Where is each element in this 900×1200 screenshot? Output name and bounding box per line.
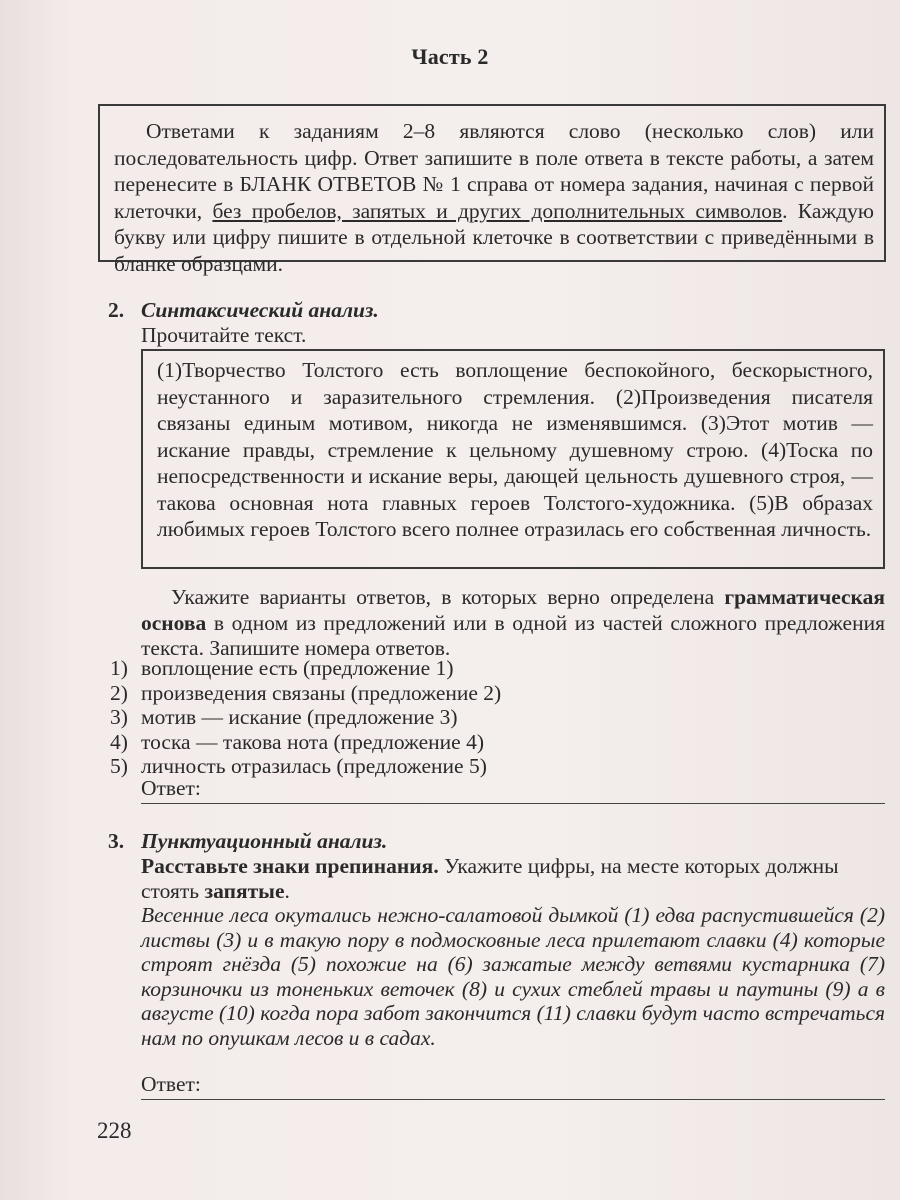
task2-question — [141, 585, 885, 662]
option-text: воплощение есть (предложение 1) — [141, 656, 454, 680]
instructions-text — [114, 118, 874, 277]
option-number: 1) — [110, 656, 128, 680]
task3-instruction-bold: Расставьте знаки препинания. — [141, 854, 439, 878]
option-text: тоска — такова нота (предложение 4) — [141, 729, 485, 754]
option-3 — [110, 705, 885, 730]
option-text: личность отразилась (предложение 5) — [141, 754, 487, 778]
option-number: 2) — [110, 680, 128, 705]
task2-number: 2. — [108, 298, 125, 322]
task2-text-box — [141, 349, 885, 569]
task2-options — [110, 656, 885, 779]
task3-title: Пунктуационный анализ. — [141, 829, 388, 853]
instructions-part2: . Каждую букву или цифру пишите в отдельной клеточке в соответствии с приведёнными в бланке образцами. — [114, 198, 874, 276]
task2-answer-label: Ответ: — [141, 776, 201, 800]
instructions-box — [98, 104, 886, 276]
option-2 — [110, 681, 885, 706]
task3-instruction-part2: . — [284, 879, 290, 903]
task2-answer-field[interactable] — [141, 776, 885, 804]
task3-header — [141, 829, 885, 904]
task2-header — [141, 298, 379, 348]
task2-question-bold: грамматическая основа — [141, 585, 885, 635]
instructions-part1: Ответами к заданиям 2–8 являются слово (несколько слов) или последовательность цифр. Ответ запишите в поле ответа в тексте работы, а затем перенесите в БЛАНК ОТВЕТОВ № 1 справа от номера задания, начиная с первой клеточки, — [114, 119, 874, 223]
option-number: 5) — [110, 754, 128, 778]
task2-title: Синтаксический анализ. — [141, 298, 379, 322]
task3-number: 3. — [108, 829, 125, 853]
option-text: произведения связаны (предложение 2) — [141, 680, 502, 705]
task2-text: (1)Творчество Толстого есть воплощение беспокойного, бескорыстного, неустанного и заразительного стремления. (2)Произведения писателя связаны единым мотивом, никогда не изменявшимся. (3)Этот мотив — искание правды, стремление к цельному душевному строю. (4)Тоска по непосредственности и искание веры, дающей цельность душевного строя, — такова основная нота главных героев Толстого-художника. (5)В образах любимых героев Толстого всего полнее отразилась его собственная личность. — [157, 358, 873, 541]
task2-subtitle: Прочитайте текст. — [141, 323, 307, 347]
option-number: 4) — [110, 729, 128, 754]
task3-answer-label: Ответ: — [141, 1072, 201, 1096]
task3-instruction-bold2: запятые — [204, 879, 285, 903]
task3-instruction-part1: Укажите цифры, на месте которых должны стоять — [141, 854, 839, 903]
option-5 — [110, 754, 885, 779]
part-title: Часть 2 — [411, 44, 489, 69]
option-4 — [110, 730, 885, 755]
instructions-underlined: без пробелов, запятых и других дополнительных символов — [212, 198, 783, 223]
option-1 — [110, 656, 885, 681]
task2-question-part1: Укажите варианты ответов, в которых верно определена — [171, 585, 725, 609]
task3-answer-field[interactable] — [141, 1072, 885, 1100]
option-text: мотив — искание (предложение 3) — [141, 705, 458, 729]
task3-instruction — [141, 854, 885, 904]
task3-text: Весенние леса окутались нежно-салатовой дымкой (1) едва распустившейся (2) листвы (3) и в такую пору в подмосковные леса прилетают славки (4) которые строят гнёзда (5) похожие на (6) зажатые между ветвями кустарника (7) корзиночки из тоненьких веточек (8) и сухих стеблей травы и паутины (9) а в августе (10) когда пора забот закончится (11) славки будут часто встречаться нам по опушкам лесов и в садах. — [141, 903, 885, 1050]
task2-question-part2: в одном из предложений или в одной из частей сложного предложения текста. Запишите номера ответов. — [141, 610, 885, 660]
page-number: 228 — [97, 1118, 132, 1143]
option-number: 3) — [110, 705, 128, 729]
